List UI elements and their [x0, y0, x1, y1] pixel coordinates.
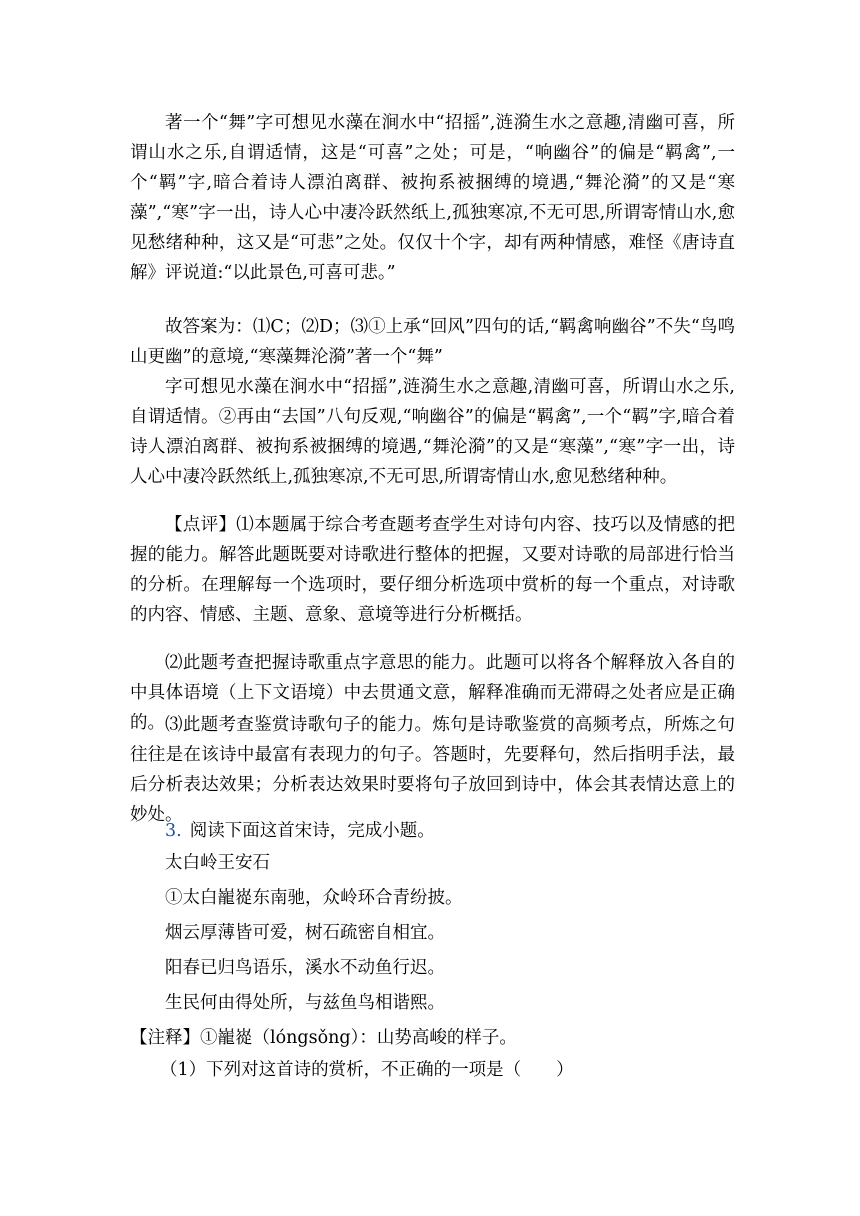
comment-paragraph: 【点评】⑴本题属于综合考查题考查学生对诗句内容、技巧以及情感的把握的能力。解答此题既要对诗歌进行整体的把握，又要对诗歌的局部进行恰当的分析。在理解每一个选项时，要仔细分析选项中赏析的每一个重点，对诗歌的内容、情感、主题、意象、意境等进行分析概括。 [130, 515, 735, 625]
question-prompt: 阅读下面这首宋诗，完成小题。 [189, 821, 435, 841]
comment-paragraph-2: ⑵此题考查把握诗歌重点字意思的能力。此题可以将各个解释放入各自的中具体语境（上下文语境）中去贯通文意，解释准确而无滞碍之处者应是正确的。 [130, 653, 735, 733]
comment-paragraph-3: ⑶此题考查鉴赏诗歌句子的能力。炼句是诗歌鉴赏的高频考点，所炼之句往往是在该诗中最富有表现力的句子。答题时，先要释句，然后指明手法，最后分析表达效果；分析表达效果时要将句子放回到诗中，体会其表情达意上的妙处。 [130, 715, 735, 825]
subquestion-1: （1）下列对这首诗的赏析，不正确的一项是（ ） [160, 1060, 574, 1080]
poem-line: 阳春已归鸟语乐，溪水不动鱼行迟。 [165, 958, 445, 978]
poem-line: ①太白巃嵸东南驰，众岭环合青纷披。 [165, 888, 463, 908]
analysis-paragraph-1: 著一个“舞”字可想见水藻在涧水中“招摇”,涟漪生水之意趣,清幽可喜，所谓山水之乐,自谓适情，这是“可喜”之处；可是，“响幽谷”的偏是“羁禽”,一个“羁”字,暗合着诗人漂泊离群、被拘系被捆缚的境遇,“舞沦漪”的又是“寒藻”,“寒”字一出，诗人心中凄冷跃然纸上,孤独寒凉,不无可思,所谓寄情山水,愈见愁绪种种，这又是“可悲”之处。仅仅十个字，却有两种情感，难怪《唐诗直解》评说道:“以此景色,可喜可悲。” [130, 113, 735, 283]
question-heading [165, 816, 745, 846]
poem-line: 生民何由得处所，与兹鱼鸟相谐熙。 [165, 993, 445, 1013]
poem-line: 烟云厚薄皆可爱，树石疏密自相宜。 [165, 923, 445, 943]
poem-title: 太白岭王安石 [165, 853, 270, 873]
poem-note: 【注释】①巃嵸（lóngsǒng）：山势高峻的样子。 [130, 1028, 517, 1048]
question-number: 3. [165, 821, 182, 841]
answer-continuation-paragraph: 字可想见水藻在涧水中“招摇”,涟漪生水之意趣,清幽可喜，所谓山水之乐,自谓适情。②再由“去国”八句反观,“响幽谷”的偏是“羁禽”,一个“羁”字,暗合着诗人漂泊离群、被拘系被捆缚的境遇,“舞沦漪”的又是“寒藻”,“寒”字一出，诗人心中凄冷跃然纸上,孤独寒凉,不无可思,所谓寄情山水,愈见愁绪种种。 [130, 377, 735, 487]
answer-paragraph: 故答案为：⑴C；⑵D；⑶①上承“回风”四句的话,“羁禽响幽谷”不失“鸟鸣山更幽”的意境,“寒藻舞沦漪”著一个“舞” [130, 317, 735, 367]
